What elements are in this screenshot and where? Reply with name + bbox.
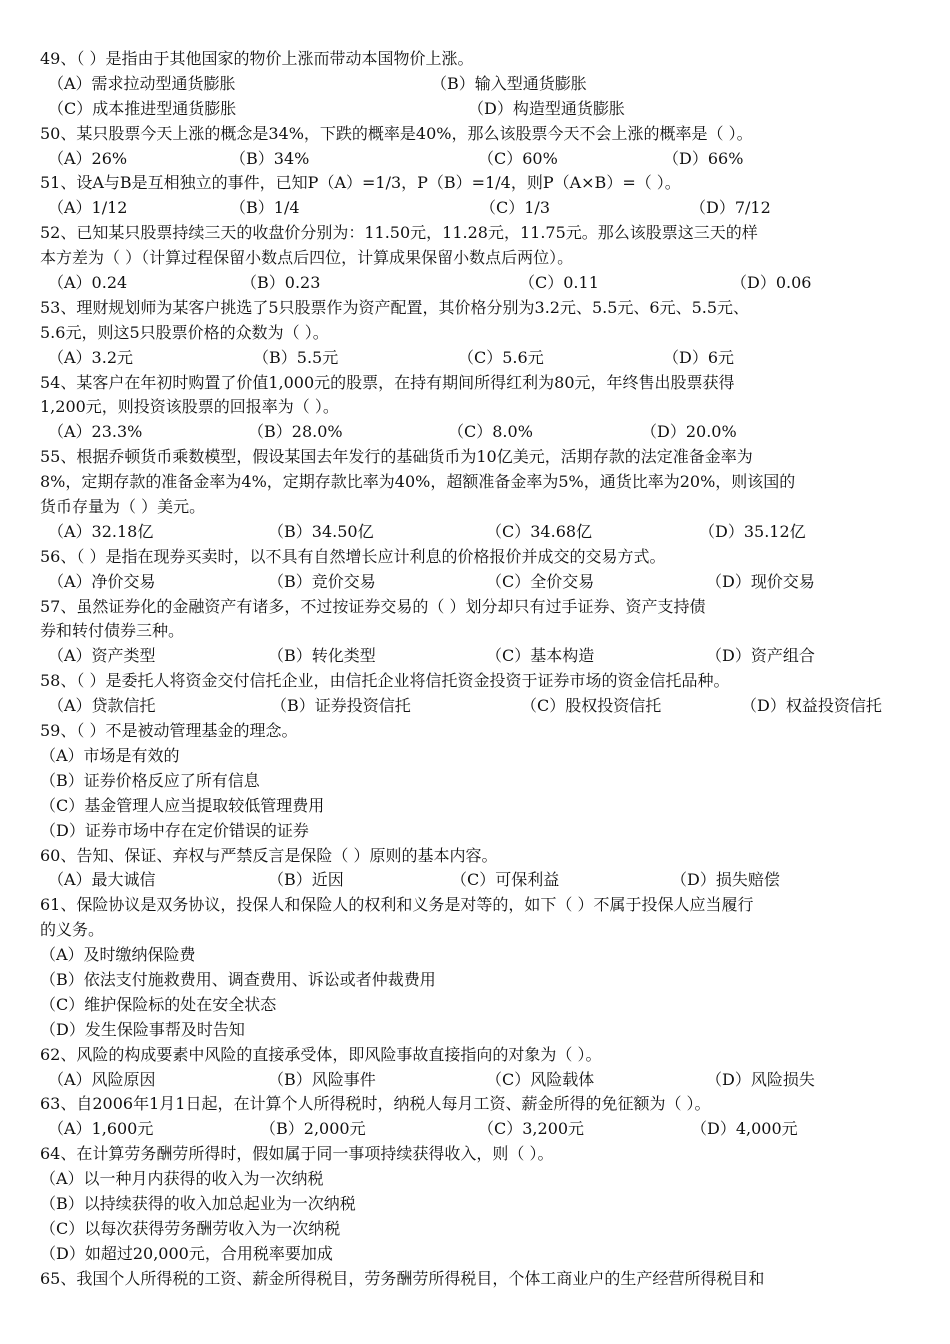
text-line: （D）发生保险事帮及时告知	[40, 1019, 245, 1039]
options-row	[40, 97, 920, 122]
option-text: （D）构造型通货膨胀	[468, 98, 625, 118]
option-text: （A）资产类型	[48, 646, 156, 666]
text-line: 58、（ ）是委托人将资金交付信托企业，由信托企业将信托资金投资于证券市场的资金信托品种。	[40, 671, 730, 691]
text-line: 券和转付债券三种。	[40, 621, 185, 641]
text-line: 62、风险的构成要素中风险的直接承受体，即风险事故直接指向的对象为（ ）。	[40, 1044, 602, 1064]
option-text: （D）风险损失	[706, 1069, 815, 1089]
option-text: （A）1,600元	[48, 1119, 154, 1139]
text-line: 63、自2006年1月1日起，在计算个人所得税时，纳税人每月工资、薪金所得的免征额为（ ）。	[40, 1094, 711, 1114]
option-text: （D）0.06	[731, 273, 812, 293]
text-line: 1,200元，则投资该股票的回报率为（ ）。	[40, 397, 339, 417]
option-text: （A）3.2元	[48, 347, 134, 367]
option-text: （C）可保利益	[451, 870, 560, 890]
text-line: （D）如超过20,000元，合用税率要加成	[40, 1243, 333, 1263]
text-line: （B）依法支付施救费用、调查费用、诉讼或者仲裁费用	[40, 969, 436, 989]
text-line: （B）以持续获得的收入加总起业为一次纳税	[40, 1193, 356, 1213]
text-line: 5.6元，则这5只股票价格的众数为（ ）。	[40, 322, 329, 342]
option-text: （A）1/12	[48, 198, 128, 218]
options-row	[40, 868, 920, 893]
option-text: （C）34.68亿	[486, 521, 593, 541]
text-line: 60、告知、保证、弃权与严禁反言是保险（ ）原则的基本内容。	[40, 845, 498, 865]
option-text: （B）2,000元	[260, 1119, 366, 1139]
text-line: （C）基金管理人应当提取较低管理费用	[40, 795, 325, 815]
option-text: （B）1/4	[230, 198, 300, 218]
option-text: （C）5.6元	[458, 347, 544, 367]
option-text: （C）3,200元	[478, 1119, 585, 1139]
option-text: （A）净价交易	[48, 571, 156, 591]
options-row	[40, 346, 920, 371]
option-text: （B）转化类型	[268, 646, 376, 666]
option-text: （A）最大诚信	[48, 870, 156, 890]
options-row	[40, 196, 920, 221]
option-text: （C）1/3	[480, 198, 550, 218]
option-text: （C）股权投资信托	[521, 696, 662, 716]
option-text: （A）风险原因	[48, 1069, 156, 1089]
option-text: （C）成本推进型通货膨胀	[48, 98, 237, 118]
option-text: （D）35.12亿	[699, 521, 806, 541]
option-text: （D）损失赔偿	[671, 870, 780, 890]
option-text: （B）34%	[230, 148, 310, 168]
option-text: （B）0.23	[241, 273, 321, 293]
text-line: 57、虽然证券化的金融资产有诸多，不过按证券交易的（ ）划分却只有过手证券、资产支持债	[40, 596, 706, 616]
options-row	[40, 1117, 920, 1142]
text-line: 61、保险协议是双务协议，投保人和保险人的权利和义务是对等的，如下（ ）不属于投保人应当履行	[40, 895, 754, 915]
text-line: 59、（ ）不是被动管理基金的理念。	[40, 721, 298, 741]
option-text: （D）现价交易	[706, 571, 815, 591]
text-line: 的义务。	[40, 920, 105, 940]
text-line: 50、某只股票今天上涨的概念是34%，下跌的概率是40%，那么该股票今天不会上涨的概率是（ ）。	[40, 123, 753, 143]
option-text: （D）4,000元	[691, 1119, 798, 1139]
option-text: （D）66%	[663, 148, 744, 168]
option-text: （A）贷款信托	[48, 696, 156, 716]
option-text: （B）近因	[268, 870, 344, 890]
text-line: （A）以一种月内获得的收入为一次纳税	[40, 1169, 324, 1189]
option-text: （A）23.3%	[48, 422, 143, 442]
option-text: （C）60%	[478, 148, 558, 168]
option-text: （B）5.5元	[253, 347, 339, 367]
text-line: （A）及时缴纳保险费	[40, 945, 196, 965]
option-text: （A）0.24	[48, 273, 128, 293]
text-line: （A）市场是有效的	[40, 745, 180, 765]
option-text: （C）基本构造	[486, 646, 595, 666]
text-line: （B）证券价格反应了所有信息	[40, 770, 260, 790]
option-text: （C）全价交易	[486, 571, 595, 591]
options-row	[40, 644, 920, 669]
text-line: 49、（ ）是指由于其他国家的物价上涨而带动本国物价上涨。	[40, 49, 474, 68]
option-text: （B）输入型通货膨胀	[431, 73, 587, 93]
option-text: （D）权益投资信托	[741, 696, 882, 716]
text-line: 65、我国个人所得税的工资、薪金所得税目，劳务酬劳所得税目，个体工商业户的生产经营所得税目和	[40, 1268, 765, 1288]
option-text: （C）8.0%	[448, 422, 533, 442]
option-text: （B）证券投资信托	[271, 696, 411, 716]
option-text: （D）7/12	[690, 198, 771, 218]
option-text: （C）风险载体	[486, 1069, 595, 1089]
options-row	[40, 420, 920, 445]
text-line: 64、在计算劳务酬劳所得时，假如属于同一事项持续获得收入，则（ ）。	[40, 1144, 554, 1164]
options-row	[40, 271, 920, 296]
text-line: 54、某客户在年初时购置了价值1,000元的股票，在持有期间所得红利为80元，年终售出股票获得	[40, 372, 735, 392]
option-text: （A）32.18亿	[48, 521, 154, 541]
option-text: （C）0.11	[519, 273, 599, 293]
text-line: 本方差为（ ）（计算过程保留小数点后四位，计算成果保留小数点后两位）。	[40, 248, 574, 268]
option-text: （A）需求拉动型通货膨胀	[48, 73, 236, 93]
text-line: 53、理财规划师为某客户挑选了5只股票作为资产配置，其价格分别为3.2元、5.5元、6元、5.5元、	[40, 297, 750, 317]
option-text: （B）竞价交易	[268, 571, 376, 591]
text-line: （D）证券市场中存在定价错误的证券	[40, 820, 309, 840]
option-text: （D）6元	[663, 347, 735, 367]
text-line: （C）维护保险标的处在安全状态	[40, 994, 277, 1014]
options-row	[40, 520, 920, 545]
options-row	[40, 1068, 920, 1093]
options-row	[40, 147, 920, 172]
text-line: 货币存量为（ ）美元。	[40, 497, 206, 517]
option-text: （B）28.0%	[248, 422, 343, 442]
option-text: （B）34.50亿	[268, 521, 374, 541]
options-row	[40, 72, 920, 97]
options-row	[40, 694, 920, 719]
option-text: （B）风险事件	[268, 1069, 376, 1089]
text-line: 55、根据乔顿货币乘数模型，假设某国去年发行的基础货币为10亿美元，活期存款的法定准备金率为	[40, 447, 753, 467]
options-row	[40, 570, 920, 595]
text-line: 56、（ ）是指在现券买卖时，以不具有自然增长应计利息的价格报价并成交的交易方式。	[40, 546, 666, 566]
text-line: （C）以每次获得劳务酬劳收入为一次纳税	[40, 1218, 341, 1238]
option-text: （D）20.0%	[641, 422, 737, 442]
option-text: （D）资产组合	[706, 646, 815, 666]
option-text: （A）26%	[48, 148, 128, 168]
text-line: 8%，定期存款的准备金率为4%，定期存款比率为40%，超额准备金率为5%，通货比率为20%，则该国的	[40, 472, 796, 492]
text-line: 52、已知某只股票持续三天的收盘价分别为：11.50元，11.28元，11.75元。那么该股票这三天的样	[40, 223, 758, 243]
text-line: 51、设A与B是互相独立的事件，已知P（A）=1/3，P（B）=1/4，则P（A×B）=（ ）。	[40, 173, 681, 193]
